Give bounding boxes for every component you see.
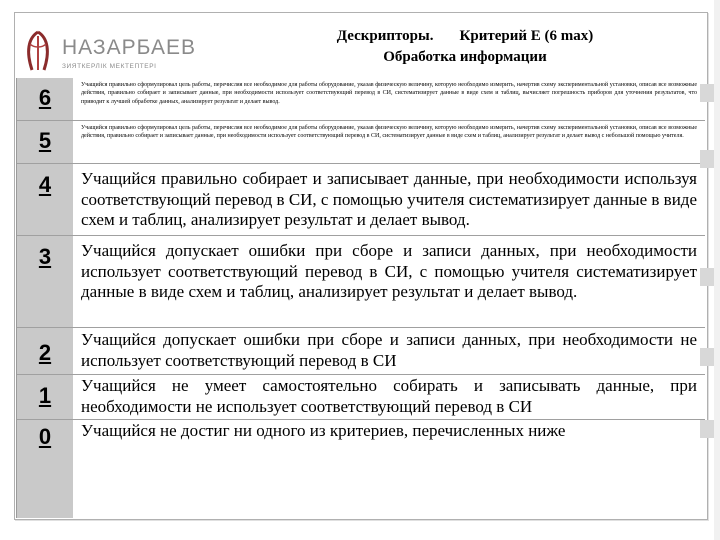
descriptor-row-4 (17, 164, 705, 236)
score-cell (17, 236, 73, 327)
score-cell (17, 121, 73, 163)
descriptor-text: Учащийся допускает ошибки при сборе и записи данных, при необходимости не использует соответствующий перевод в СИ (81, 330, 697, 370)
heading-line-1 (270, 26, 660, 47)
descriptor-row-0 (17, 420, 705, 518)
heading-criterion: Критерий Е (6 max) (459, 28, 594, 44)
score-value: 0 (38, 424, 52, 449)
score-value: 2 (38, 340, 52, 365)
descriptor-row-6 (17, 78, 705, 121)
descriptor-text: Учащийся правильно собирает и записывает данные, при необходимости используя соответствующий перевод в СИ, с помощью учителя систематизирует данные в виде схем и таблиц, анализирует результат и делает вывод. (81, 169, 697, 229)
descriptor-text: Учащийся не достиг ни одного из критериев, перечисленных ниже (81, 421, 566, 440)
score-value: 5 (38, 128, 52, 153)
page-heading (270, 26, 660, 68)
heading-descriptors: Дескрипторы. (336, 28, 434, 44)
edge-tab (700, 150, 714, 168)
edge-tab (700, 84, 714, 102)
descriptor-text: Учащийся правильно сформулировал цель работы, перечисляя все необходимое для работы оборудование, указав физическую величину, которую необходимо измерить, начертив схему экспериментальной установки, описав все возможные действия, правильно собирает и записывает данные, при необходимости использует соответствующий перевод в СИ, систематизирует данные в виде схем и таблиц, вычисляет погрешность приборов для уточнения результатов, что приводит к лучшей обработке данных, анализирует результат и делает вывод. (81, 82, 697, 105)
score-cell (17, 420, 73, 518)
score-value: 3 (38, 244, 52, 269)
logo-subtitle: ЗИЯТКЕРЛІК МЕКТЕПТЕРІ (62, 63, 157, 70)
descriptor-table (16, 78, 705, 518)
heading-line-2: Обработка информации (383, 49, 547, 65)
descriptor-text: Учащийся допускает ошибки при сборе и записи данных, при необходимости использует соответствующий перевод в СИ, с помощью учителя систематизирует данные в виде схем и таблиц, анализирует результат и делает вывод. (81, 241, 697, 301)
right-edge-shade (714, 0, 720, 540)
score-cell (17, 375, 73, 419)
descriptor-row-5 (17, 121, 705, 164)
descriptor-row-3 (17, 236, 705, 328)
score-cell (17, 164, 73, 235)
score-value: 1 (38, 383, 52, 408)
descriptor-text: Учащийся не умеет самостоятельно собирать и записывать данные, при необходимости не использует соответствующий перевод в СИ (81, 376, 697, 416)
descriptor-text: Учащийся правильно сформулировал цель работы, перечисляя все необходимое для работы оборудование, указав физическую величину, которую необходимо измерить, начертив схему экспериментальной установки, описав все возможные действия, правильно собирает и записывает данные, при необходимости использует соответствующий перевод в СИ, систематизирует данные в виде схем и таблиц, анализирует результат и делает вывод с небольшой помощью учителя. (81, 125, 697, 140)
edge-tab (700, 348, 714, 366)
descriptor-row-2 (17, 328, 705, 375)
descriptor-row-1 (17, 375, 705, 420)
logo-emblem-icon (20, 30, 56, 74)
score-value: 6 (38, 85, 52, 110)
school-logo (20, 30, 195, 76)
score-cell (17, 78, 73, 120)
edge-tab (700, 420, 714, 438)
edge-tab (700, 268, 714, 286)
logo-name: НАЗАРБАЕВ (62, 36, 196, 59)
score-value: 4 (38, 172, 52, 197)
score-cell (17, 328, 73, 374)
